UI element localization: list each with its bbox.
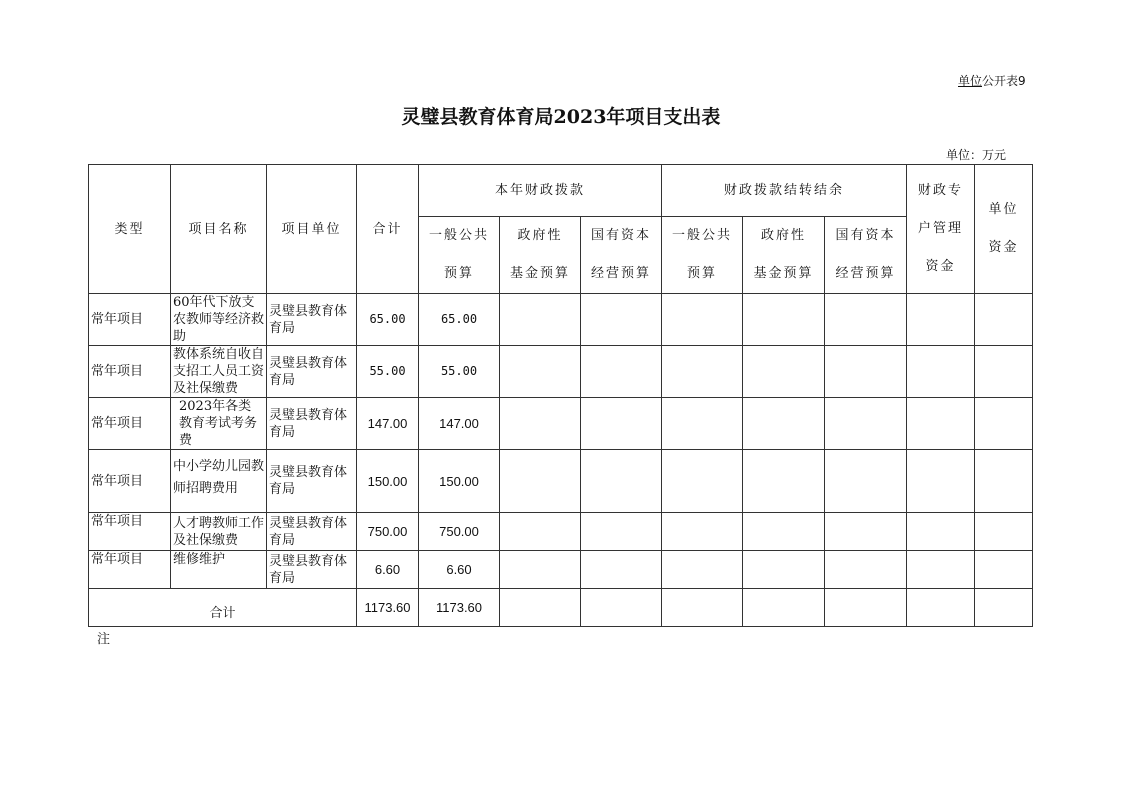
gov-fund-line1: 政府性 [517,228,563,243]
row-total: 55.00 [357,346,419,398]
cell-empty [975,346,1033,398]
form-number-prefix: 单位 [958,74,983,88]
form-number-suffix: 公开表9 [982,74,1026,88]
table-row [89,398,1033,450]
special-account-line1: 财政专 [917,183,963,198]
sub-state-capital-carry-header [825,217,907,294]
cell-empty [825,346,907,398]
general-line1: 一般公共 [428,228,489,243]
cell-empty [743,294,825,346]
row-type: 常年项目 [89,398,171,450]
table-row [89,294,1033,346]
row-general-budget: 65.00 [419,294,500,346]
gov-fund-carry-line1: 政府性 [760,228,806,243]
cell-empty [662,589,743,627]
gov-fund-carry-line2: 基金预算 [753,266,814,281]
cell-empty [825,450,907,513]
cell-empty [825,294,907,346]
cell-empty [662,513,743,551]
col-unit-funds-header [975,165,1033,294]
row-type: 常年项目 [89,346,171,398]
col-project-name-header: 项目名称 [171,165,267,294]
special-account-line2: 户管理 [917,221,963,236]
row-general-budget: 147.00 [419,398,500,450]
cell-empty [581,398,662,450]
sub-gov-fund-carry-header [743,217,825,294]
cell-empty [975,589,1033,627]
sub-general-budget-header [419,217,500,294]
state-capital-carry-line1: 国有资本 [835,228,896,243]
cell-empty [662,398,743,450]
row-project-unit: 灵璧县教育体育局 [267,294,357,346]
cell-empty [581,294,662,346]
row-project-name: 2023年各类教育考试考务费 [171,398,267,450]
total-row [89,589,1033,627]
sub-state-capital-header [581,217,662,294]
form-number [958,72,1026,89]
row-total: 6.60 [357,551,419,589]
page-title: 灵璧县教育体育局2023年项目支出表 [401,106,721,128]
col-total-header: 合计 [357,165,419,294]
cell-empty [500,346,581,398]
row-total: 147.00 [357,398,419,450]
row-general-budget: 6.60 [419,551,500,589]
cell-empty [907,294,975,346]
cell-empty [500,589,581,627]
cell-empty [743,398,825,450]
cell-empty [581,589,662,627]
row-total: 65.00 [357,294,419,346]
table-row [89,450,1033,513]
row-project-name: 教体系统自收自支招工人员工资及社保缴费 [171,346,267,398]
cell-empty [743,513,825,551]
cell-empty [907,589,975,627]
row-project-name: 人才聘教师工作及社保缴费 [171,513,267,551]
cell-empty [907,398,975,450]
cell-empty [975,551,1033,589]
row-type: 常年项目 [89,450,171,513]
row-project-unit: 灵璧县教育体育局 [267,450,357,513]
row-type: 常年项目 [89,513,171,551]
cell-empty [500,294,581,346]
state-capital-carry-line2: 经营预算 [835,266,896,281]
cell-empty [581,346,662,398]
group-current-year-header: 本年财政拨款 [419,165,662,217]
cell-empty [662,294,743,346]
row-project-unit: 灵璧县教育体育局 [267,346,357,398]
row-general-budget: 750.00 [419,513,500,551]
row-type: 常年项目 [89,294,171,346]
group-carryover-header: 财政拨款结转结余 [662,165,907,217]
expenditure-table [88,164,1033,627]
cell-empty [743,450,825,513]
cell-empty [907,513,975,551]
total-row-general-budget: 1173.60 [419,589,500,627]
cell-empty [975,398,1033,450]
sub-general-budget-carry-header [662,217,743,294]
row-project-unit: 灵璧县教育体育局 [267,551,357,589]
cell-empty [975,294,1033,346]
col-project-unit-header: 项目单位 [267,165,357,294]
cell-empty [825,551,907,589]
cell-empty [581,513,662,551]
row-general-budget: 150.00 [419,450,500,513]
header-row-1 [89,165,1033,217]
cell-empty [500,513,581,551]
general-line2: 预算 [443,266,474,281]
general-carry-line2: 预算 [686,266,717,281]
row-total: 150.00 [357,450,419,513]
row-project-unit: 灵璧县教育体育局 [267,513,357,551]
cell-empty [500,551,581,589]
unit-funds-line1: 单位 [988,202,1019,217]
total-row-label: 合计 [89,589,357,627]
col-type-header: 类型 [89,165,171,294]
row-type: 常年项目 [89,551,171,589]
row-project-name: 60年代下放支农教师等经济救助 [171,294,267,346]
general-carry-line1: 一般公共 [671,228,732,243]
footnote: 注 [97,632,111,647]
cell-empty [743,589,825,627]
cell-empty [500,450,581,513]
special-account-line3: 资金 [925,259,956,274]
cell-empty [975,513,1033,551]
cell-empty [907,346,975,398]
cell-empty [907,450,975,513]
unit-funds-line2: 资金 [988,240,1019,255]
table-row [89,513,1033,551]
cell-empty [662,551,743,589]
cell-empty [500,398,581,450]
table-row [89,346,1033,398]
table-row [89,551,1033,589]
row-project-unit: 灵璧县教育体育局 [267,398,357,450]
cell-empty [581,551,662,589]
row-project-name: 中小学幼儿园教师招聘费用 [171,450,267,513]
state-capital-line1: 国有资本 [590,228,651,243]
cell-empty [662,346,743,398]
state-capital-line2: 经营预算 [590,266,651,281]
cell-empty [975,450,1033,513]
cell-empty [743,551,825,589]
cell-empty [825,398,907,450]
gov-fund-line2: 基金预算 [509,266,570,281]
cell-empty [743,346,825,398]
cell-empty [907,551,975,589]
cell-empty [825,589,907,627]
cell-empty [825,513,907,551]
row-project-name: 维修维护 [171,551,267,589]
row-total: 750.00 [357,513,419,551]
row-general-budget: 55.00 [419,346,500,398]
col-special-account-header [907,165,975,294]
cell-empty [662,450,743,513]
cell-empty [581,450,662,513]
total-row-total: 1173.60 [357,589,419,627]
unit-label: 单位：万元 [946,148,1007,162]
sub-gov-fund-header [500,217,581,294]
